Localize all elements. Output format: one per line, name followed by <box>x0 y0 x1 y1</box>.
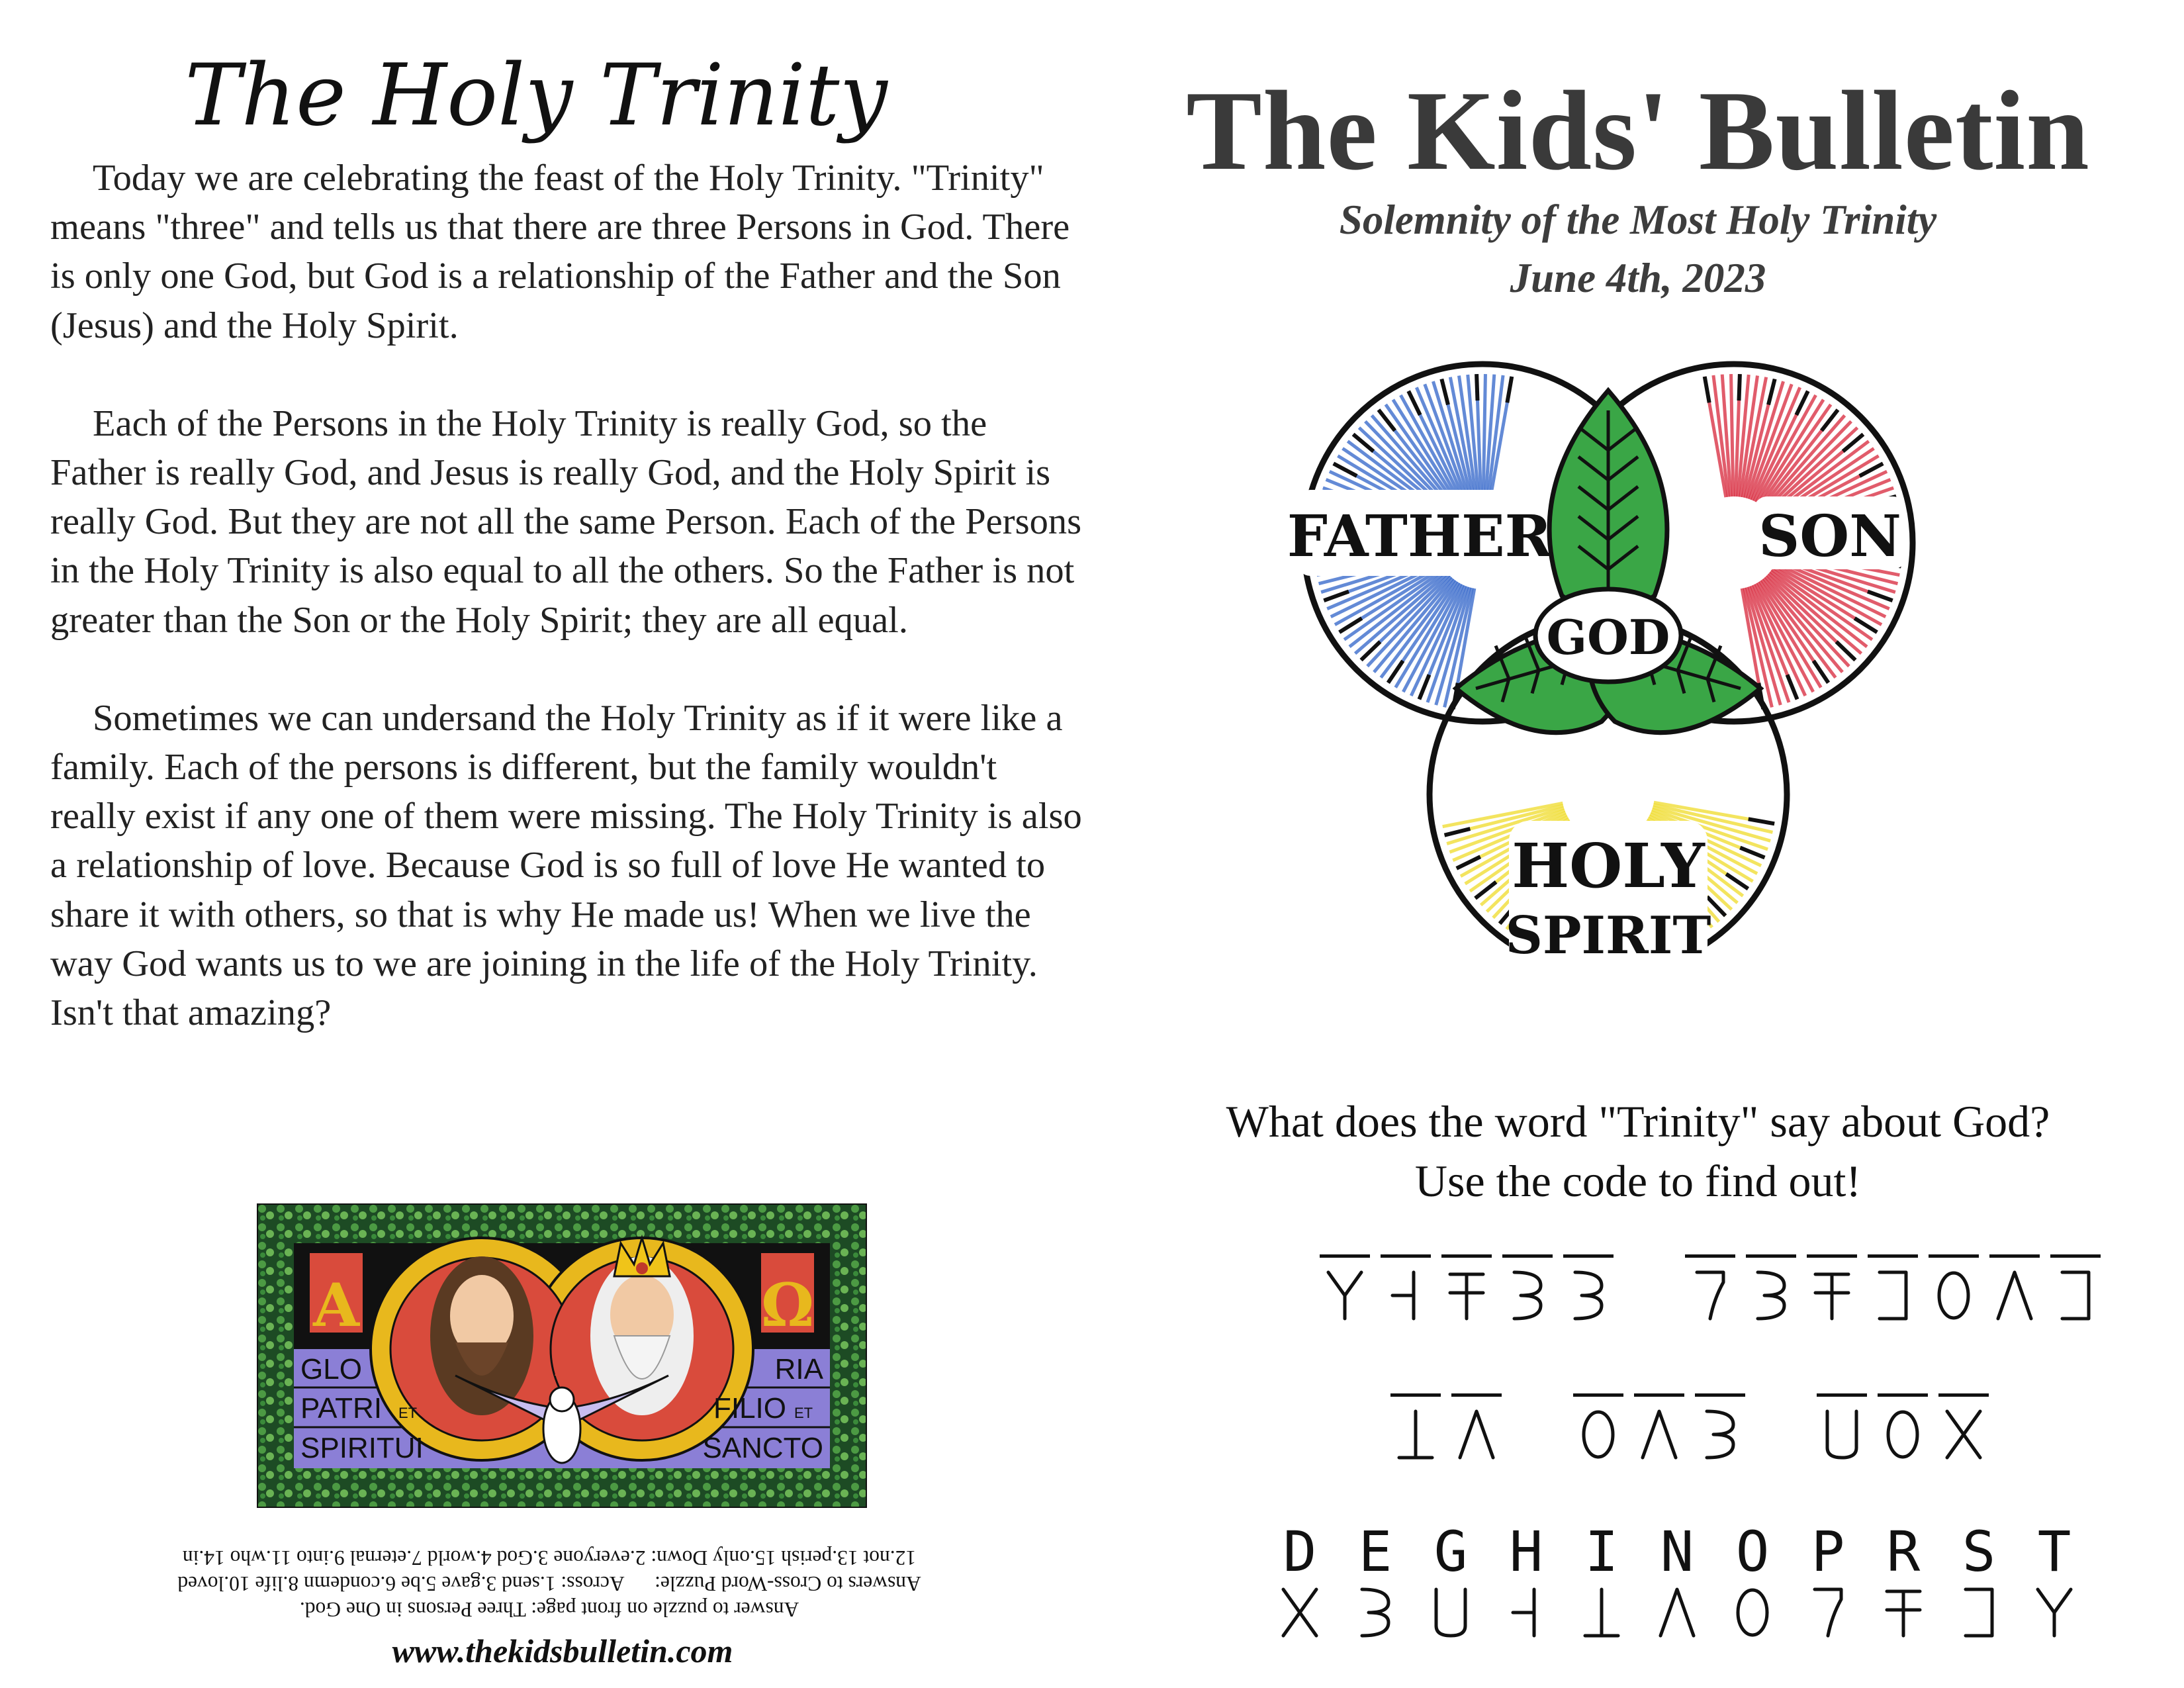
label-god: GOD <box>1546 609 1670 665</box>
answer-blank[interactable] <box>2050 1254 2101 1258</box>
cipher-n-icon <box>1639 1408 1679 1461</box>
answer-line-3: 12.not 13.perish 15.only Down: 2.everyone 3.God 4.world 7.eternal 9.into 11.who 14.in <box>182 1546 917 1570</box>
date-subtitle: June 4th, 2023 <box>1510 255 1766 301</box>
label-father: FATHER <box>1287 503 1553 570</box>
alpha-letter: A <box>313 1270 359 1340</box>
answer-blank[interactable] <box>1817 1393 1867 1397</box>
cipher-o-icon <box>1578 1408 1618 1461</box>
right-page <box>1092 0 2184 1688</box>
article-title: The Holy Trinity <box>185 46 887 145</box>
puzzle-cell <box>1864 1254 1922 1354</box>
article-paragraph-2: Each of the Persons in the Holy Trinity is really God, so the Father is really God, and Jesus is really God, and the Holy Spirit is really God. But they are not all the same Person. Each of the Persons in the Holy Trinity is also equal to all the others. So the Father is not greater than the Son or the Holy Spirit; they are all equal. <box>50 402 1082 641</box>
puzzle-cell <box>1742 1254 1800 1354</box>
puzzle-cell <box>1437 1254 1496 1354</box>
answer-blank[interactable] <box>1573 1393 1623 1397</box>
key-symbol <box>1874 1583 1933 1643</box>
key-symbol <box>2025 1583 2083 1643</box>
key-letter: I <box>1584 1519 1619 1584</box>
label-spirit: SPIRIT <box>1505 906 1711 966</box>
cipher-r-icon <box>1812 1269 1852 1322</box>
cipher-s-icon <box>1959 1586 1999 1639</box>
code-key-symbols <box>1092 1583 2184 1650</box>
code-key-letters <box>1092 1519 2184 1585</box>
key-letter: O <box>1735 1519 1770 1584</box>
key-letter: H <box>1509 1519 1543 1584</box>
puzzle-cell <box>1934 1393 1993 1493</box>
key-symbol <box>1346 1583 1404 1643</box>
key-symbol <box>1723 1583 1782 1643</box>
answer-blank[interactable] <box>1807 1254 1857 1258</box>
cipher-h-icon <box>1506 1586 1546 1639</box>
puzzle-cell <box>1387 1393 1445 1493</box>
key-letter: T <box>2037 1519 2071 1584</box>
cipher-d-icon <box>1944 1408 1983 1461</box>
trinity-circles-image <box>1257 318 1959 1072</box>
label-filio: FILIO <box>713 1392 786 1425</box>
cipher-r-icon <box>1447 1269 1486 1322</box>
trinity-icon-image <box>257 1203 867 1508</box>
answer-blank[interactable] <box>1502 1254 1553 1258</box>
answer-blank[interactable] <box>1938 1393 1989 1397</box>
cipher-g-icon <box>1822 1408 1862 1461</box>
label-son: SON <box>1758 503 1901 570</box>
puzzle-cell <box>1447 1393 1506 1493</box>
cipher-i-icon <box>1582 1586 1621 1639</box>
cipher-p-icon <box>1808 1586 1848 1639</box>
key-letter: E <box>1358 1519 1392 1584</box>
answer-line-1: Answer to puzzle on front page: Three Persons in One God. <box>299 1598 799 1621</box>
question-line-1: What does the word "Trinity" say about God? <box>1226 1096 2050 1147</box>
answer-blank[interactable] <box>1320 1254 1370 1258</box>
cipher-s-icon <box>2056 1269 2095 1322</box>
bulletin-title: The Kids' Bulletin <box>1186 68 2090 194</box>
cipher-e-icon <box>1569 1269 1608 1322</box>
key-symbol <box>1648 1583 1706 1643</box>
article-body <box>50 154 1083 1086</box>
answer-blank[interactable] <box>1451 1393 1502 1397</box>
label-spiritui: SPIRITUI <box>300 1432 424 1464</box>
puzzle-cell <box>1630 1393 1688 1493</box>
label-ria: RIA <box>774 1353 823 1385</box>
key-letter: S <box>1962 1519 1996 1584</box>
cipher-e-icon <box>1508 1269 1547 1322</box>
answer-blank[interactable] <box>1563 1254 1614 1258</box>
cipher-e-icon <box>1700 1408 1740 1461</box>
answer-blank[interactable] <box>1441 1254 1492 1258</box>
answer-blank[interactable] <box>1929 1254 1979 1258</box>
article-paragraph-1: Today we are celebrating the feast of the Holy Trinity. "Trinity" means "three" and tells us that there are three Persons in God. There is only one God, but God is a relationship of the Father and the Son (Jesus) and the Holy Spirit. <box>50 158 1070 346</box>
answer-blank[interactable] <box>1390 1393 1441 1397</box>
answer-blank[interactable] <box>1989 1254 2040 1258</box>
puzzle-cell <box>1925 1254 1983 1354</box>
cipher-o-icon <box>1733 1586 1772 1639</box>
cipher-t-icon <box>2034 1586 2074 1639</box>
cipher-e-icon <box>1751 1269 1791 1322</box>
puzzle-cell <box>1874 1393 1932 1493</box>
key-symbol <box>1271 1583 1329 1643</box>
label-patri: PATRI <box>300 1392 383 1425</box>
answer-blank[interactable] <box>1878 1393 1928 1397</box>
label-holy: HOLY <box>1512 830 1705 902</box>
puzzle-cell <box>1498 1254 1557 1354</box>
puzzle-cell <box>1316 1254 1374 1354</box>
key-letter: G <box>1433 1519 1468 1584</box>
key-letter: D <box>1283 1519 1317 1584</box>
omega-letter: Ω <box>760 1270 815 1340</box>
key-letter: N <box>1660 1519 1694 1584</box>
cipher-p-icon <box>1690 1269 1730 1322</box>
key-symbol <box>1497 1583 1555 1643</box>
key-symbol <box>1950 1583 2008 1643</box>
answer-blank[interactable] <box>1634 1393 1684 1397</box>
cipher-g-icon <box>1431 1586 1471 1639</box>
cipher-d-icon <box>1280 1586 1320 1639</box>
cipher-e-icon <box>1355 1586 1395 1639</box>
key-letter: P <box>1811 1519 1845 1584</box>
cipher-o-icon <box>1883 1408 1923 1461</box>
cipher-n-icon <box>1995 1269 2034 1322</box>
puzzle-cell <box>1569 1393 1627 1493</box>
cipher-t-icon <box>1325 1269 1365 1322</box>
puzzle-cell <box>1377 1254 1435 1354</box>
puzzle-cell <box>1691 1393 1749 1493</box>
cipher-r-icon <box>1884 1586 1923 1639</box>
answer-blank[interactable] <box>1868 1254 1918 1258</box>
puzzle-cell <box>1559 1254 1617 1354</box>
label-sancto: SANCTO <box>702 1432 823 1464</box>
cipher-s-icon <box>1873 1269 1913 1322</box>
label-glo: GLO <box>300 1353 362 1385</box>
key-symbol <box>1422 1583 1480 1643</box>
answer-blank[interactable] <box>1746 1254 1796 1258</box>
website-url[interactable]: www.thekidsbulletin.com <box>392 1632 733 1669</box>
key-letter: R <box>1886 1519 1921 1584</box>
label-et-right: ET <box>794 1405 813 1421</box>
answer-line-2: Answers to Cross-Word Puzzle: Across: 1.send 3.gave 5.be 6.condemn 8.life 10.loved <box>177 1572 921 1595</box>
question-line-2: Use the code to find out! <box>1414 1156 1862 1206</box>
answer-blank[interactable] <box>1381 1254 1431 1258</box>
puzzle-cell <box>1813 1393 1871 1493</box>
cipher-n-icon <box>1657 1586 1697 1639</box>
puzzle-cell <box>1681 1254 1739 1354</box>
key-symbol <box>1572 1583 1631 1643</box>
answers-upside-down <box>40 1518 1059 1622</box>
article-paragraph-3: Sometimes we can undersand the Holy Trinity as if it were like a family. Each of the persons is different, but the family wouldn't really exist if any one of them were missing. The Holy Trinity is also a relationship of love. Because God is so full of love He wanted to share it with others, so that is why He made us! When we live the way God wants us to we are joining in the life of the Holy Trinity. Isn't that amazing? <box>50 697 1082 1034</box>
cipher-i-icon <box>1396 1408 1435 1461</box>
answer-blank[interactable] <box>1695 1393 1745 1397</box>
puzzle-cell <box>2046 1254 2105 1354</box>
puzzle-cell <box>1985 1254 2044 1354</box>
feast-subtitle: Solemnity of the Most Holy Trinity <box>1339 197 1937 243</box>
label-et-left: ET <box>398 1405 418 1421</box>
key-symbol <box>1799 1583 1857 1643</box>
cipher-h-icon <box>1386 1269 1426 1322</box>
puzzle-cell <box>1803 1254 1861 1354</box>
cipher-o-icon <box>1934 1269 1974 1322</box>
cipher-n-icon <box>1457 1408 1496 1461</box>
answer-blank[interactable] <box>1685 1254 1735 1258</box>
